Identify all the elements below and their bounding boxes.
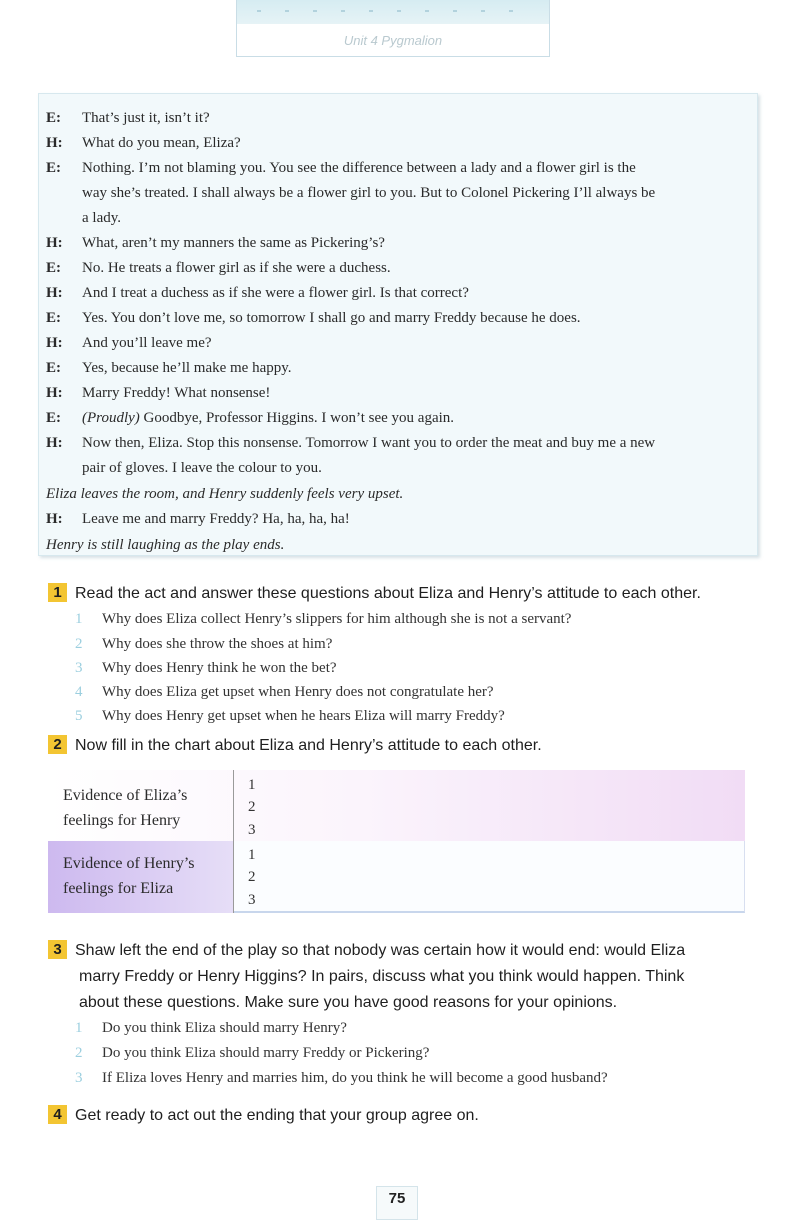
line-text: That’s just it, isn’t it?	[82, 110, 210, 126]
question-item	[75, 1016, 347, 1040]
stage-direction: Eliza leaves the room, and Henry suddenly feels very upset.	[46, 486, 404, 502]
line-text-rest: Goodbye, Professor Higgins. I won’t see you again.	[139, 410, 455, 426]
unit-header	[236, 0, 550, 57]
question-text: Why does Eliza get upset when Henry does not congratulate her?	[102, 684, 494, 700]
question-item	[75, 632, 332, 656]
question-number: 3	[75, 660, 83, 676]
line-text: Now then, Eliza. Stop this nonsense. Tomorrow I want you to order the meat and buy me a new	[82, 435, 656, 451]
speaker: H:	[46, 285, 63, 301]
speaker: E:	[46, 160, 61, 176]
task-4-heading	[48, 1104, 479, 1128]
line-text: Marry Freddy! What nonsense!	[82, 385, 271, 401]
line-text: way she’s treated. I shall always be a flower girl to you. But to Colonel Pickering I’ll always be	[82, 185, 656, 201]
speaker: H:	[46, 511, 63, 527]
attitude-chart	[48, 770, 745, 913]
speaker: H:	[46, 235, 63, 251]
speaker: E:	[46, 260, 61, 276]
task-text: Shaw left the end of the play so that nobody was certain how it would end: would Eliza	[75, 942, 686, 959]
header-decoration	[237, 0, 549, 24]
line-text: What, aren’t my manners the same as Pickering’s?	[82, 235, 385, 251]
answer-line-number: 3	[248, 892, 256, 908]
task-number-badge: 3	[48, 940, 67, 959]
question-number: 1	[75, 1020, 83, 1036]
speaker: H:	[46, 135, 63, 151]
line-text	[82, 406, 747, 431]
answer-line-number: 1	[248, 777, 256, 793]
question-text: Why does she throw the shoes at him?	[102, 636, 333, 652]
line-text: Leave me and marry Freddy? Ha, ha, ha, ha!	[82, 511, 350, 527]
question-number: 3	[75, 1070, 83, 1086]
speaker: E:	[46, 110, 61, 126]
question-item	[75, 1041, 429, 1065]
page-number-box	[376, 1186, 418, 1220]
question-text: Do you think Eliza should marry Freddy or Pickering?	[102, 1045, 430, 1061]
task-2-heading	[48, 734, 542, 758]
line-text: Yes. You don’t love me, so tomorrow I shall go and marry Freddy because he does.	[82, 310, 581, 326]
task-number-badge: 4	[48, 1105, 67, 1124]
answer-line-number: 3	[248, 822, 256, 838]
line-text: And you’ll leave me?	[82, 335, 212, 351]
line-text: pair of gloves. I leave the colour to you.	[82, 460, 322, 476]
speaker: H:	[46, 335, 63, 351]
task-text-continued: marry Freddy or Henry Higgins? In pairs, discuss what you think would happen. Think	[79, 968, 685, 985]
line-text: Nothing. I’m not blaming you. You see the difference between a lady and a flower girl is the	[82, 160, 636, 176]
question-number: 2	[75, 636, 83, 652]
line-text: No. He treats a flower girl as if she were a duchess.	[82, 260, 391, 276]
unit-title: Unit 4 Pygmalion	[343, 33, 443, 48]
question-item	[75, 607, 571, 631]
task-number-badge: 2	[48, 735, 67, 754]
question-text: If Eliza loves Henry and marries him, do you think he will become a good husband?	[102, 1070, 608, 1086]
question-item	[75, 704, 505, 728]
question-number: 1	[75, 611, 83, 627]
question-number: 4	[75, 684, 83, 700]
task-text: Get ready to act out the ending that your group agree on.	[75, 1107, 479, 1124]
task-1-heading	[48, 582, 701, 606]
question-text: Why does Henry think he won the bet?	[102, 660, 337, 676]
chart-label: Evidence of Eliza’s	[63, 787, 188, 804]
chart-label: feelings for Eliza	[63, 880, 174, 897]
question-number: 2	[75, 1045, 83, 1061]
question-text: Do you think Eliza should marry Henry?	[102, 1020, 347, 1036]
speaker: E:	[46, 310, 61, 326]
question-item	[75, 680, 494, 704]
answer-line-number: 2	[248, 869, 256, 885]
task-text: Read the act and answer these questions about Eliza and Henry’s attitude to each other.	[75, 585, 701, 602]
question-text: Why does Henry get upset when he hears Eliza will marry Freddy?	[102, 708, 505, 724]
answer-line-number: 2	[248, 799, 256, 815]
speaker: H:	[46, 435, 63, 451]
dialogue-box	[38, 93, 758, 556]
chart-label: Evidence of Henry’s	[63, 855, 195, 872]
chart-divider	[233, 770, 234, 913]
speaker: E:	[46, 410, 61, 426]
task-3-heading	[48, 939, 685, 963]
stage-direction-inline: (Proudly)	[82, 410, 140, 426]
task-text-continued: about these questions. Make sure you have good reasons for your opinions.	[79, 994, 618, 1011]
line-text: What do you mean, Eliza?	[82, 135, 241, 151]
speaker: H:	[46, 385, 63, 401]
chart-label: feelings for Henry	[63, 812, 181, 829]
question-item	[75, 656, 337, 680]
stage-direction: Henry is still laughing as the play ends.	[46, 537, 285, 553]
task-text: Now fill in the chart about Eliza and Henry’s attitude to each other.	[75, 737, 542, 754]
answer-line-number: 1	[248, 847, 256, 863]
question-text: Why does Eliza collect Henry’s slippers for him although she is not a servant?	[102, 611, 572, 627]
page-number: 75	[388, 1190, 406, 1207]
question-item	[75, 1066, 608, 1090]
line-text: a lady.	[82, 210, 122, 226]
question-number: 5	[75, 708, 83, 724]
task-number-badge: 1	[48, 583, 67, 602]
line-text: And I treat a duchess as if she were a flower girl. Is that correct?	[82, 285, 469, 301]
line-text: Yes, because he’ll make me happy.	[82, 360, 292, 376]
speaker: E:	[46, 360, 61, 376]
